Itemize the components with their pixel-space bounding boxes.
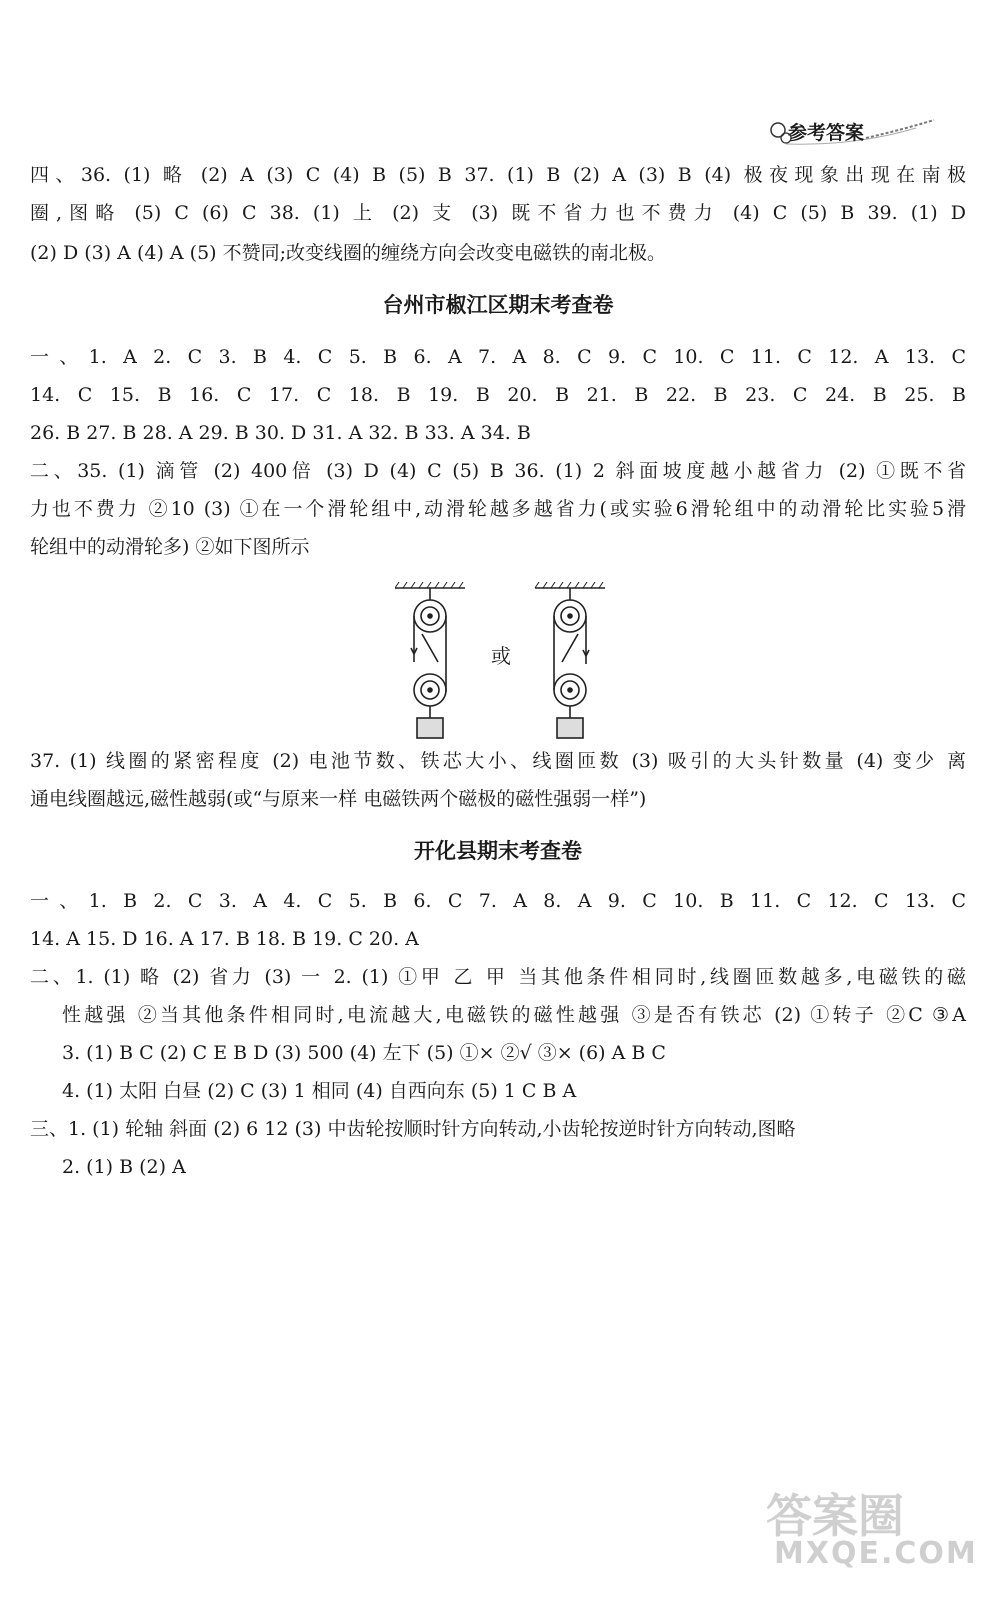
answer-line: 二、35. (1) 滴管 (2) 400倍 (3) D (4) C (5) B 36. (1) 2 斜面坡度越小越省力 (2) ①既不省 — [30, 460, 966, 482]
answer-line: 14. A 15. D 16. A 17. B 18. B 19. C 20. A — [30, 928, 419, 950]
answer-line: 14. C 15. B 16. C 17. C 18. B 19. B 20. B 21. B 22. B 23. C 24. B 25. B — [30, 384, 966, 406]
answer-line: (2) D (3) A (4) A (5) 不赞同;改变线圈的缠绕方向会改变电磁铁的南北极。 — [30, 242, 667, 264]
answer-line: 26. B 27. B 28. A 29. B 30. D 31. A 32. B 33. A 34. B — [30, 422, 531, 444]
pulley-diagram — [395, 582, 605, 754]
answer-line: 3. (1) B C (2) C E B D (3) 500 (4) 左下 (5) ①× ②√ ③× (6) A B C — [62, 1042, 666, 1064]
watermark-logo — [746, 1480, 986, 1576]
answer-line: 一、1. A 2. C 3. B 4. C 5. B 6. A 7. A 8. C 9. C 10. C 11. C 12. A 13. C — [30, 346, 966, 368]
answer-line: 二、1. (1) 略 (2) 省力 (3) 一 2. (1) ①甲 乙 甲 当其他条件相同时,线圈匝数越多,电磁铁的磁 — [30, 966, 966, 988]
answer-line: 一、1. B 2. C 3. A 4. C 5. B 6. C 7. A 8. A 9. C 10. B 11. C 12. C 13. C — [30, 890, 966, 912]
answer-line: 37. (1) 线圈的紧密程度 (2) 电池节数、铁芯大小、线圈匝数 (3) 吸引的大头针数量 (4) 变少 离 — [30, 750, 966, 772]
watermark-bottom-text: MXQE.COM — [774, 1536, 978, 1571]
answer-line: 通电线圈越远,磁性越弱(或“与原来一样 电磁铁两个磁极的磁性强弱一样”) — [30, 788, 647, 810]
answer-key-tag — [766, 112, 936, 152]
answer-line: 性越强 ②当其他条件相同时,电流越大,电磁铁的磁性越强 ③是否有铁芯 (2) ①转子 ②C ③A — [62, 1004, 966, 1026]
answer-line: 力也不费力 ②10 (3) ①在一个滑轮组中,动滑轮越多越省力(或实验6滑轮组中的动滑轮比实验5滑 — [30, 498, 966, 520]
answer-line: 轮组中的动滑轮多) ②如下图所示 — [30, 536, 310, 558]
answer-line: 四、36. (1) 略 (2) A (3) C (4) B (5) B 37. (1) B (2) A (3) B (4) 极夜现象出现在南极 — [30, 164, 966, 186]
section-title: 开化县期末考查卷 — [414, 839, 582, 863]
answer-line: 2. (1) B (2) A — [62, 1156, 186, 1178]
answer-line: 三、1. (1) 轮轴 斜面 (2) 6 12 (3) 中齿轮按顺时针方向转动,小齿轮按逆时针方向转动,图略 — [30, 1118, 796, 1140]
section-title: 台州市椒江区期末考查卷 — [382, 293, 614, 317]
answer-line: 4. (1) 太阳 白昼 (2) C (3) 1 相同 (4) 自西向东 (5) 1 C B A — [62, 1080, 577, 1102]
watermark-top-text: 答案圈 — [766, 1489, 904, 1543]
figure-or-label: 或 — [491, 644, 511, 668]
answer-line: 圈,图略 (5) C (6) C 38. (1) 上 (2) 支 (3) 既不省力也不费力 (4) C (5) B 39. (1) D — [30, 202, 966, 224]
header-tag-label: 参考答案 — [788, 122, 865, 144]
